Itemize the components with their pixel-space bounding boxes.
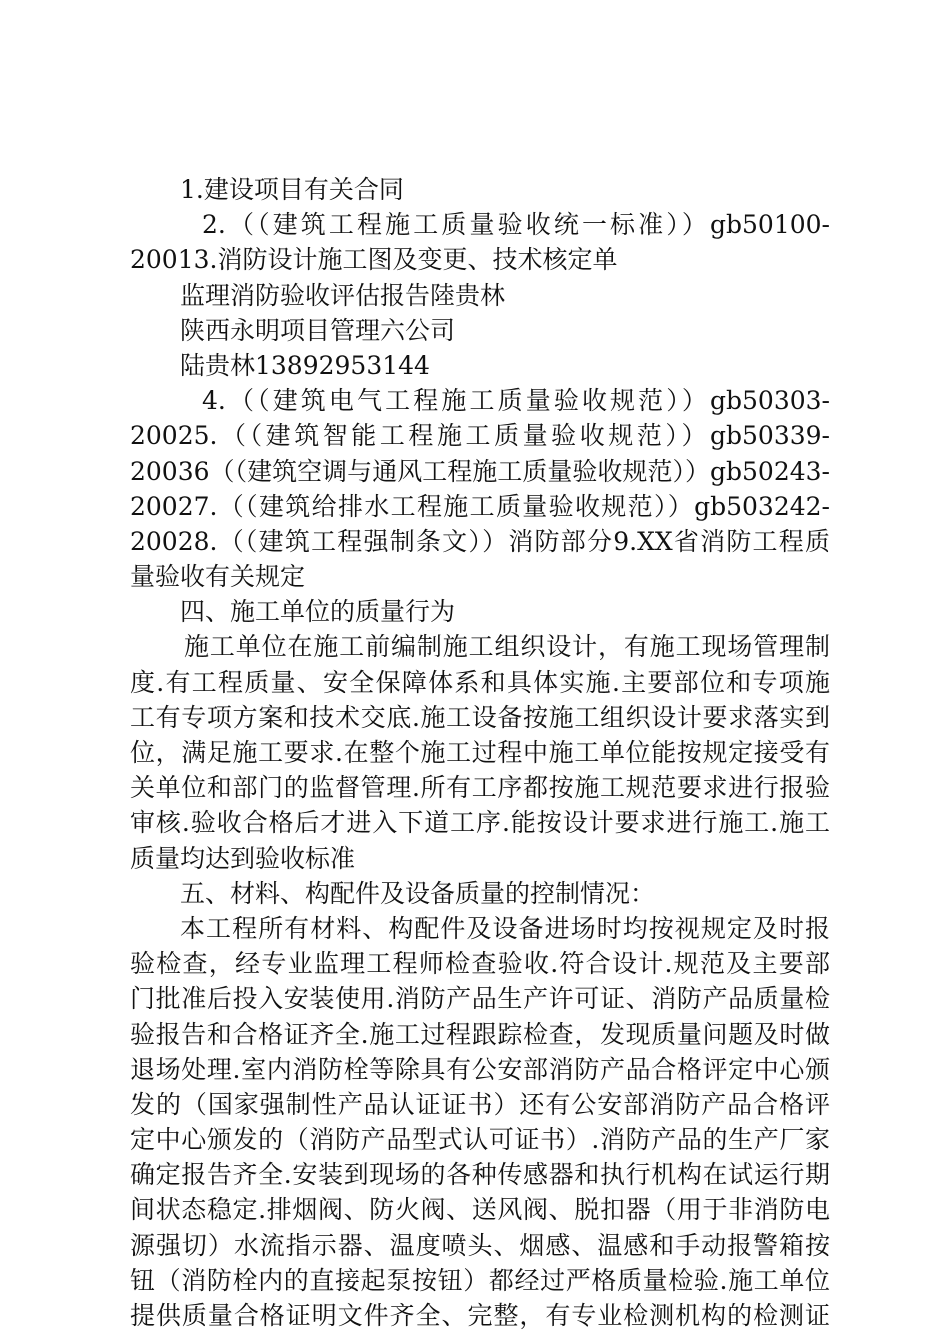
text-line: 提供质量合格证明文件齐全、完整，有专业检测机构的检测证 (130, 1301, 830, 1330)
text-line: 确定报告齐全.安装到现场的各种传感器和执行机构在试运行期 (130, 1160, 830, 1190)
text-line: 审核.验收合格后才进入下道工序.能按设计要求进行施工.施工 (130, 808, 830, 838)
text-line: 量验收有关规定 (130, 562, 306, 592)
document-body (130, 172, 830, 1333)
text-line: 度.有工程质量、安全保障体系和具体实施.主要部位和专项施 (130, 667, 830, 697)
text-line: 间状态稳定.排烟阀、防火阀、送风阀、脱扣器（用于非消防电 (130, 1195, 830, 1225)
text-line: 4.（（建筑电气工程施工质量验收规范））gb50303- (202, 386, 830, 416)
text-line: 钮（消防栓内的直接起泵按钮）都经过严格质量检验.施工单位 (130, 1265, 830, 1295)
text-line: 20013.消防设计施工图及变更、技术核定单 (130, 245, 618, 275)
text-line: 验报告和合格证齐全.施工过程跟踪检查，发现质量问题及时做 (130, 1019, 830, 1049)
text-line: 工有专项方案和技术交底.施工设备按施工组织设计要求落实到 (130, 702, 830, 732)
text-line: 施工单位在施工前编制施工组织设计，有施工现场管理制 (184, 632, 830, 662)
text-line: 位，满足施工要求.在整个施工过程中施工单位能按规定接受有 (130, 738, 830, 767)
section-heading: 四、施工单位的质量行为 (180, 597, 456, 627)
text-line: 退场处理.室内消防栓等除具有公安部消防产品合格评定中心颁 (130, 1054, 830, 1084)
text-line: 1.建设项目有关合同 (180, 175, 404, 204)
text-line: 关单位和部门的监督管理.所有工序都按施工规范要求进行报验 (130, 773, 830, 803)
text-line: 发的（国家强制性产品认证证书）还有公安部消防产品合格评 (130, 1089, 830, 1119)
section-heading: 五、材料、构配件及设备质量的控制情况： (180, 878, 656, 908)
text-line: 20028.（（建筑工程强制条文））消防部分9.XX省消防工程质 (130, 526, 830, 556)
text-line: 本工程所有材料、构配件及设备进场时均按视规定及时报 (180, 913, 830, 943)
text-line: 20036（（建筑空调与通风工程施工质量验收规范））gb50243- (130, 456, 830, 486)
text-line: 定中心颁发的（消防产品型式认可证书）.消防产品的生产厂家 (130, 1125, 830, 1155)
text-line: 监理消防验收评估报告陸贵林 (180, 280, 506, 310)
text-line: 门批准后投入安装使用.消防产品生产许可证、消防产品质量检 (130, 984, 830, 1014)
text-line: 质量均达到验收标准 (130, 843, 356, 873)
text-line: 20027.（（建筑给排水工程施工质量验收规范））gb503242- (130, 491, 830, 521)
text-line: 验检查，经专业监理工程师检查验收.符合设计.规范及主要部 (130, 949, 830, 979)
text-line: 陕西永明项目管理六公司 (180, 315, 456, 345)
text-line: 陆贵林13892953144 (180, 350, 430, 380)
text-line: 20025.（（建筑智能工程施工质量验收规范））gb50339- (130, 421, 830, 451)
text-line: 2.（（建筑工程施工质量验收统一标准））gb50100- (202, 210, 830, 240)
text-line: 源强切）水流指示器、温度喷头、烟感、温感和手动报警箱按 (130, 1230, 830, 1260)
